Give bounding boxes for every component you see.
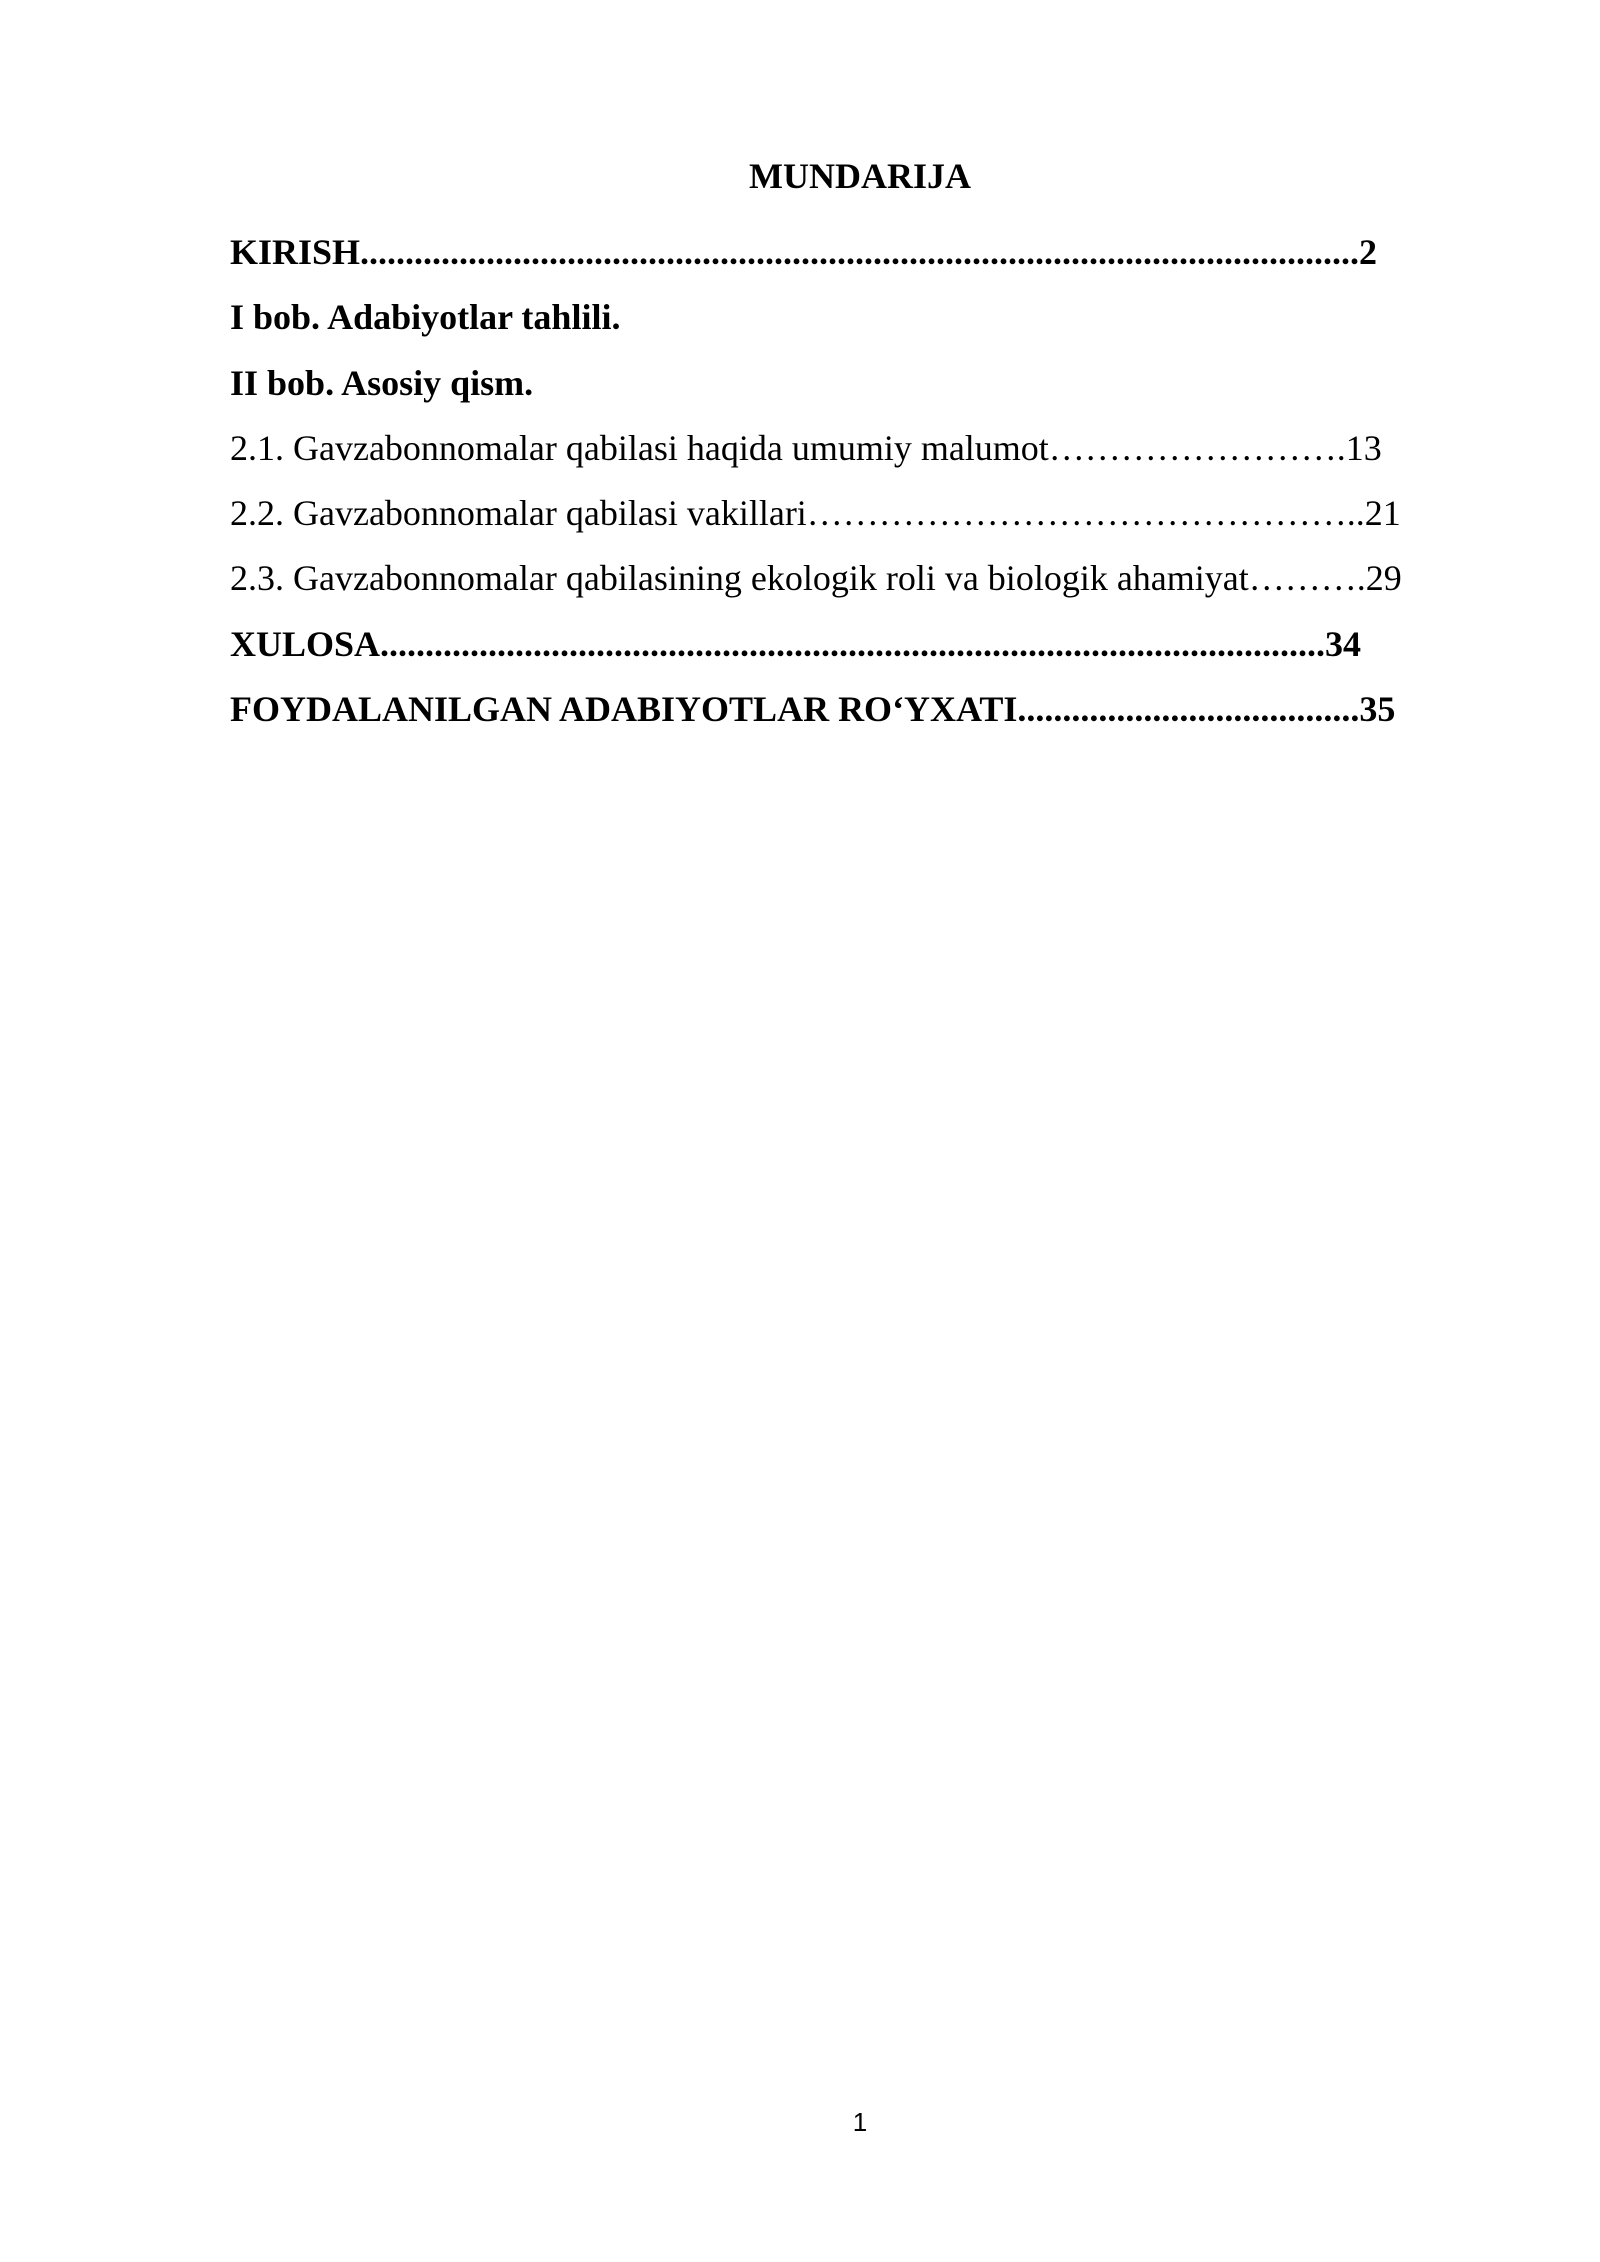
toc-item-section-2-2[interactable]: 2.2. Gavzabonnomalar qabilasi vakillari………………………………………..21: [230, 493, 1401, 534]
toc-item-section-2-3[interactable]: 2.3. Gavzabonnomalar qabilasining ekologik roli va biologik ahamiyat……….29: [230, 558, 1402, 599]
toc-item-references[interactable]: FOYDALANILGAN ADABIYOTLAR RO‘YXATI......................................35: [230, 689, 1396, 730]
toc-item-chapter-2[interactable]: II bob. Asosiy qism.: [230, 362, 534, 403]
toc-item-section-2-1[interactable]: 2.1. Gavzabonnomalar qabilasi haqida umumiy malumot…………………….13: [230, 427, 1382, 468]
toc-item-kirish[interactable]: KIRISH...............................................................................................................2: [230, 232, 1378, 272]
page-title: MUNDARIJA: [749, 156, 971, 196]
table-of-contents: [230, 226, 1402, 748]
page-number: 1: [852, 2107, 868, 2137]
toc-item-xulosa[interactable]: XULOSA.........................................................................................................34: [230, 623, 1362, 664]
toc-item-chapter-1[interactable]: I bob. Adabiyotlar tahlili.: [230, 297, 621, 338]
